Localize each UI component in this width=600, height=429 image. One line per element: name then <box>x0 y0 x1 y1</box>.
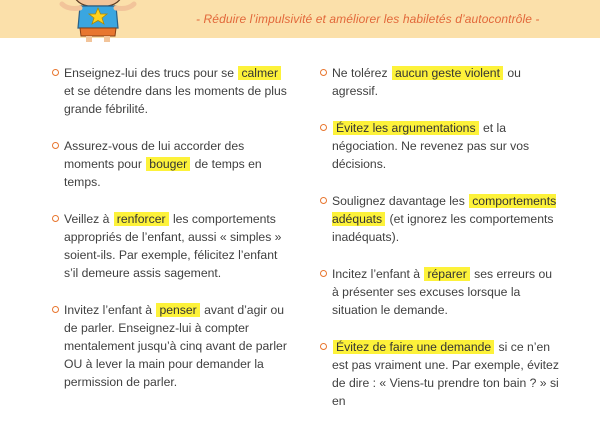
tip-text: si ce n’en est pas vraiment une. Par exemple, évitez de dire : « Viens-tu prendre ton bain ? » si en <box>332 340 559 408</box>
bullet-circle-icon <box>52 69 59 76</box>
bullet-circle-icon <box>320 343 327 350</box>
child-mascot-illustration <box>58 0 138 42</box>
tip-text: avant d’agir ou de parler. Enseignez-lui à compter mentalement jusqu’à cinq avant de parler OU à lever la main pour demander la permission de parler. <box>64 303 287 389</box>
tip-item <box>52 137 292 191</box>
tip-item <box>320 64 560 100</box>
tip-text: Veillez à <box>64 212 113 226</box>
tip-text: ses erreurs ou à présenter ses excuses lorsque la situation le demande. <box>332 267 553 317</box>
tip-text: Enseignez-lui des trucs pour se <box>64 66 238 80</box>
tip-text: Invitez l’enfant à <box>64 303 156 317</box>
highlighted-keyword: renforcer <box>114 212 169 226</box>
right-column <box>320 64 560 429</box>
bullet-circle-icon <box>52 142 59 149</box>
bullet-circle-icon <box>320 197 327 204</box>
bullet-circle-icon <box>320 69 327 76</box>
tip-text: les comportements appropriés de l’enfant, aussi « simples » soient-ils. Par exemple, félicitez l’enfant s’il demeure assis sagement. <box>64 212 282 280</box>
bullet-circle-icon <box>52 215 59 222</box>
highlighted-keyword: Évitez les argumentations <box>333 121 479 135</box>
left-column <box>52 64 292 410</box>
tip-text: Ne tolérez <box>332 66 391 80</box>
tip-item <box>320 265 560 319</box>
tip-text: Incitez l’enfant à <box>332 267 424 281</box>
bullet-circle-icon <box>320 124 327 131</box>
highlighted-keyword: calmer <box>238 66 281 80</box>
tip-item <box>320 119 560 173</box>
tip-item <box>320 338 560 410</box>
banner-subtitle: - Réduire l’impulsivité et améliorer les habiletés d’autocontrôle - <box>196 12 540 26</box>
bullet-circle-icon <box>52 306 59 313</box>
highlighted-keyword: bouger <box>146 157 190 171</box>
highlighted-keyword: penser <box>156 303 199 317</box>
tip-text: ou agressif. <box>332 66 521 98</box>
tip-text: (et ignorez les comportements inadéquats). <box>332 212 554 244</box>
tip-text: et se détendre dans les moments de plus grande fébrilité. <box>64 84 287 116</box>
tip-text: Soulignez davantage les <box>332 194 469 208</box>
tip-text: Assurez-vous de lui accorder des moments pour <box>64 139 245 171</box>
tip-item <box>320 192 560 246</box>
highlighted-keyword: réparer <box>424 267 469 281</box>
bullet-circle-icon <box>320 270 327 277</box>
tip-item <box>52 210 292 282</box>
tip-item <box>52 301 292 391</box>
highlighted-keyword: aucun geste violent <box>392 66 503 80</box>
highlighted-keyword: comportements adéquats <box>332 194 557 226</box>
highlighted-keyword: Évitez de faire une demande <box>333 340 494 354</box>
tip-item <box>52 64 292 118</box>
tip-text: et la négociation. Ne revenez pas sur vos décisions. <box>332 121 530 171</box>
tip-text: de temps en temps. <box>64 157 262 189</box>
